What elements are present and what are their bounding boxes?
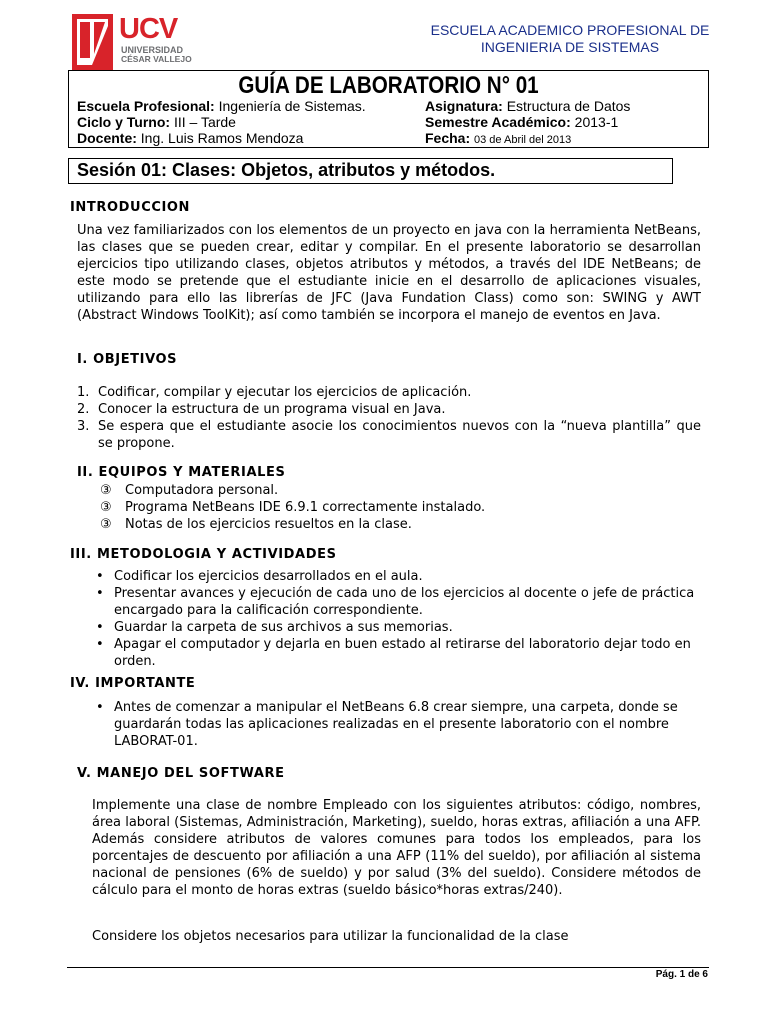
metodologia-item: • Presentar avances y ejecución de cada uno de los ejercicios al docente o jefe de práctica encargado para la calificación correspondiente. <box>93 585 701 619</box>
equipos-list <box>100 482 700 533</box>
semestre-value: 2013-1 <box>574 114 619 130</box>
equipo-item: ③ Programa NetBeans IDE 6.9.1 correctamente instalado. <box>100 500 486 515</box>
metodologia-item: • Codificar los ejercicios desarrollados en el aula. <box>93 568 701 585</box>
objetivo-item: 1. Codificar, compilar y ejecutar los ejercicios de aplicación. <box>77 385 472 400</box>
ucv-logo <box>72 14 194 70</box>
ciclo-label: Ciclo y Turno: <box>77 114 171 130</box>
school-name <box>420 22 720 56</box>
page-title: GUÍA DE LABORATORIO N° 01 <box>238 72 539 99</box>
docente-row <box>77 130 303 146</box>
importante-item: • Antes de comenzar a manipular el NetBeans 6.8 crear siempre, una carpeta, donde se guardarán todas las aplicaciones realizadas en el presente laboratorio con el nombre LABORAT-01. <box>93 699 693 750</box>
escuela-label: Escuela Profesional: <box>77 98 215 114</box>
ciclo-row <box>77 114 236 130</box>
objetivo-item: 3. Se espera que el estudiante asocie los conocimientos nuevos con la “nueva plantilla” que se propone. <box>77 419 701 451</box>
manejo-heading: V. MANEJO DEL SOFTWARE <box>77 766 285 781</box>
escuela-row <box>77 98 366 114</box>
metodologia-list <box>93 568 701 670</box>
dial-icon: ③ <box>100 483 112 498</box>
session-title: Sesión 01: Clases: Objetos, atributos y métodos. <box>77 160 496 180</box>
asignatura-row <box>425 98 630 114</box>
objetivos-heading: I. OBJETIVOS <box>77 352 178 367</box>
equipos-heading: II. EQUIPOS Y MATERIALES <box>77 465 286 480</box>
semestre-label: Semestre Académico: <box>425 114 571 130</box>
logo-line1: UNIVERSIDAD <box>121 45 184 55</box>
objetivos-list <box>77 384 701 452</box>
semestre-row <box>425 114 618 130</box>
school-line2: INGENIERIA DE SISTEMAS <box>480 39 660 55</box>
docente-value: Ing. Luis Ramos Mendoza <box>140 130 304 146</box>
equipo-item: ③ Notas de los ejercicios resueltos en la clase. <box>100 517 412 532</box>
fecha-label: Fecha: <box>425 130 471 146</box>
asignatura-label: Asignatura: <box>425 98 503 114</box>
manejo-para2: Considere los objetos necesarios para utilizar la funcionalidad de la clase <box>92 929 569 944</box>
equipo-item: ③ Computadora personal. <box>100 483 279 498</box>
metodologia-item: • Guardar la carpeta de sus archivos a sus memorias. <box>93 619 701 636</box>
dial-icon: ③ <box>100 500 112 515</box>
asignatura-value: Estructura de Datos <box>506 98 631 114</box>
metodologia-heading: III. METODOLOGIA Y ACTIVIDADES <box>70 547 337 562</box>
importante-heading: IV. IMPORTANTE <box>70 676 196 691</box>
fecha-row <box>425 130 571 148</box>
objetivo-item: 2. Conocer la estructura de un programa visual en Java. <box>77 402 446 417</box>
docente-label: Docente: <box>77 130 137 146</box>
dial-icon: ③ <box>100 517 112 532</box>
school-line1: ESCUELA ACADEMICO PROFESIONAL DE <box>430 22 710 38</box>
escuela-value: Ingeniería de Sistemas. <box>218 98 366 114</box>
logo-acronym: UCV <box>119 13 178 45</box>
ciclo-value: III – Tarde <box>173 114 236 130</box>
page-number: Pág. 1 de 6 <box>655 969 708 980</box>
footer-rule <box>67 967 709 968</box>
fecha-value: 03 de Abril del 2013 <box>474 134 572 146</box>
manejo-para1: Implemente una clase de nombre Empleado con los siguientes atributos: código, nombres, área laboral (Sistemas, Administración, Marketing), sueldo, horas extras, afiliación a una AFP. Además considere atributos de valores comunes para todos los empleados, para los porcentajes de descuento por afiliación a una AFP (11% del sueldo), por afiliación al sistema nacional de pensiones (6% de sueldo) y por salud (3% del sueldo). Considere métodos de cálculo para el monto de horas extras (sueldo básico*horas extras/240). <box>92 798 701 898</box>
metodologia-item: • Apagar el computador y dejarla en buen estado al retirarse del laboratorio dejar todo en orden. <box>93 636 701 670</box>
importante-list <box>93 699 693 750</box>
logo-line2: CÉSAR VALLEJO <box>121 54 192 64</box>
intro-text: Una vez familiarizados con los elementos de un proyecto en java con la herramienta NetBeans, las clases que se pueden crear, editar y compilar. En el presente laboratorio se desarrollan ejercicios tipo utilizando clases, objetos atributos y métodos, a través del IDE NetBeans; de este modo se pretende que el estudiante inicie en el desarrollo de aplicaciones visuales, utilizando para ello las librerías de JFC (Java Fundation Class) como son: SWING y AWT (Abstract Windows ToolKit); así como también se incorpora el manejo de eventos en Java. <box>77 223 701 323</box>
intro-heading: INTRODUCCION <box>70 200 191 215</box>
